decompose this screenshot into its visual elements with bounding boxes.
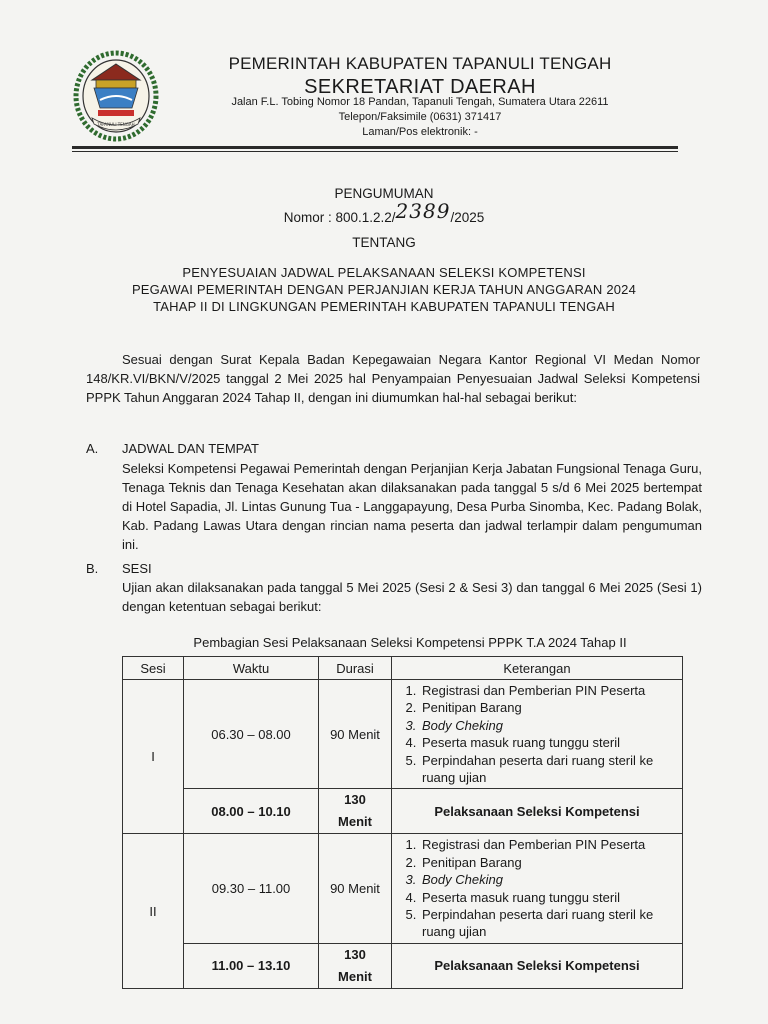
letterhead-rule-thick — [72, 146, 678, 149]
list-item: 2. Penitipan Barang — [420, 699, 676, 716]
regency-emblem-logo — [72, 50, 160, 142]
section-b-heading: SESI — [122, 561, 152, 576]
letterhead-government: PEMERINTAH KABUPATEN TAPANULI TENGAH — [228, 54, 612, 73]
list-item: 1. Registrasi dan Pemberian PIN Peserta — [420, 682, 676, 699]
section-a-heading: JADWAL DAN TEMPAT — [122, 441, 259, 456]
list-item: 4. Peserta masuk ruang tunggu steril — [420, 889, 676, 906]
table-row — [123, 789, 683, 834]
list-item: 3. Body Cheking — [420, 871, 676, 888]
exam-duration-unit: Menit — [338, 814, 372, 830]
exam-label: Pelaksanaan Seleksi Kompetensi — [392, 789, 683, 834]
subject-line: PENYESUAIAN JADWAL PELAKSANAAN SELEKSI KOMPETENSI — [182, 265, 586, 280]
prep-duration: 90 Menit — [319, 834, 392, 943]
subject-line: TAHAP II DI LINGKUNGAN PEMERINTAH KABUPATEN TAPANULI TENGAH — [153, 299, 615, 314]
prep-steps — [392, 680, 683, 789]
logo-ribbon-text: TAPANULI TENGAH — [97, 122, 135, 127]
header-waktu: Waktu — [184, 657, 319, 680]
header-durasi: Durasi — [319, 657, 392, 680]
exam-duration — [319, 943, 392, 988]
exam-time: 08.00 – 10.10 — [184, 789, 319, 834]
handwritten-number: 2389 — [395, 199, 451, 223]
steps-list — [398, 682, 676, 786]
announcement-number — [0, 199, 768, 227]
letterhead-web: Laman/Pos elektronik: - — [362, 126, 478, 138]
list-item: 5. Perpindahan peserta dari ruang steril ke ruang ujian — [420, 752, 676, 787]
prep-steps — [392, 834, 683, 943]
exam-time: 11.00 – 13.10 — [184, 943, 319, 988]
section-b-letter: B. — [86, 561, 99, 576]
number-prefix: Nomor : 800.1.2.2/ — [283, 210, 396, 225]
subject-line: PEGAWAI PEMERINTAH DENGAN PERJANJIAN KERJA TAHUN ANGGARAN 2024 — [131, 282, 637, 297]
prep-time: 06.30 – 08.00 — [184, 680, 319, 789]
announcement-title: PENGUMUMAN — [334, 186, 434, 201]
table-caption: Pembagian Sesi Pelaksanaan Seleksi Kompetensi PPPK T.A 2024 Tahap II — [193, 635, 627, 650]
session-number: II — [123, 834, 184, 988]
session-number: I — [123, 680, 184, 834]
list-item: 1. Registrasi dan Pemberian PIN Peserta — [420, 836, 676, 853]
letterhead-phone: Telepon/Faksimile (0631) 371417 — [338, 111, 502, 123]
list-item: 5. Perpindahan peserta dari ruang steril ke ruang ujian — [420, 906, 676, 941]
header-keterangan: Keterangan — [392, 657, 683, 680]
letterhead-office: SEKRETARIAT DAERAH — [304, 76, 536, 98]
exam-duration-value: 130 — [344, 946, 366, 962]
exam-label: Pelaksanaan Seleksi Kompetensi — [392, 943, 683, 988]
table-row — [123, 834, 683, 943]
table-header-row — [123, 657, 683, 680]
announcement-about: TENTANG — [352, 235, 416, 250]
section-b-text: Ujian akan dilaksanakan pada tanggal 5 Mei 2025 (Sesi 2 & Sesi 3) dan tanggal 6 Mei 2025 (Sesi 1) dengan ketentuan sebagai berikut: — [122, 580, 702, 614]
list-item: 2. Penitipan Barang — [420, 854, 676, 871]
table-row — [123, 943, 683, 988]
table-row — [123, 680, 683, 789]
list-item: 4. Peserta masuk ruang tunggu steril — [420, 734, 676, 751]
steps-list — [398, 836, 676, 940]
prep-time: 09.30 – 11.00 — [184, 834, 319, 943]
exam-duration — [319, 789, 392, 834]
exam-duration-value: 130 — [344, 792, 366, 808]
exam-duration-unit: Menit — [338, 968, 372, 984]
number-suffix: /2025 — [450, 210, 485, 225]
prep-duration: 90 Menit — [319, 680, 392, 789]
letterhead-rule-thin — [72, 151, 678, 152]
session-schedule-table — [122, 656, 683, 989]
section-a-letter: A. — [86, 441, 99, 456]
header-sesi: Sesi — [123, 657, 184, 680]
intro-paragraph: Sesuai dengan Surat Kepala Badan Kepegawaian Negara Kantor Regional VI Medan Nomor 148/KR.VI/BKN/V/2025 tanggal 2 Mei 2025 hal Penyampaian Penyesuaian Jadwal Seleksi Kompetensi PPPK Tahun Anggaran 2024 Tahap II, dengan ini diumumkan hal-hal sebagai berikut: — [86, 352, 700, 405]
section-a-text: Seleksi Kompetensi Pegawai Pemerintah dengan Perjanjian Kerja Jabatan Fungsional Tenaga Guru, Tenaga Teknis dan Tenaga Kesehatan akan dilaksanakan pada tanggal 5 s/d 6 Mei 2025 bertempat di Hotel Sapadia, Jl. Lintas Gunung Tua - Langgapayung, Desa Purba Sinomba, Kec. Padang Bolak, Kab. Padang Lawas Utara dengan rincian nama peserta dan jadwal terlampir dalam pengumuman ini. — [122, 461, 702, 552]
letterhead-address: Jalan F.L. Tobing Nomor 18 Pandan, Tapanuli Tengah, Sumatera Utara 22611 — [231, 96, 609, 108]
list-item: 3. Body Cheking — [420, 717, 676, 734]
